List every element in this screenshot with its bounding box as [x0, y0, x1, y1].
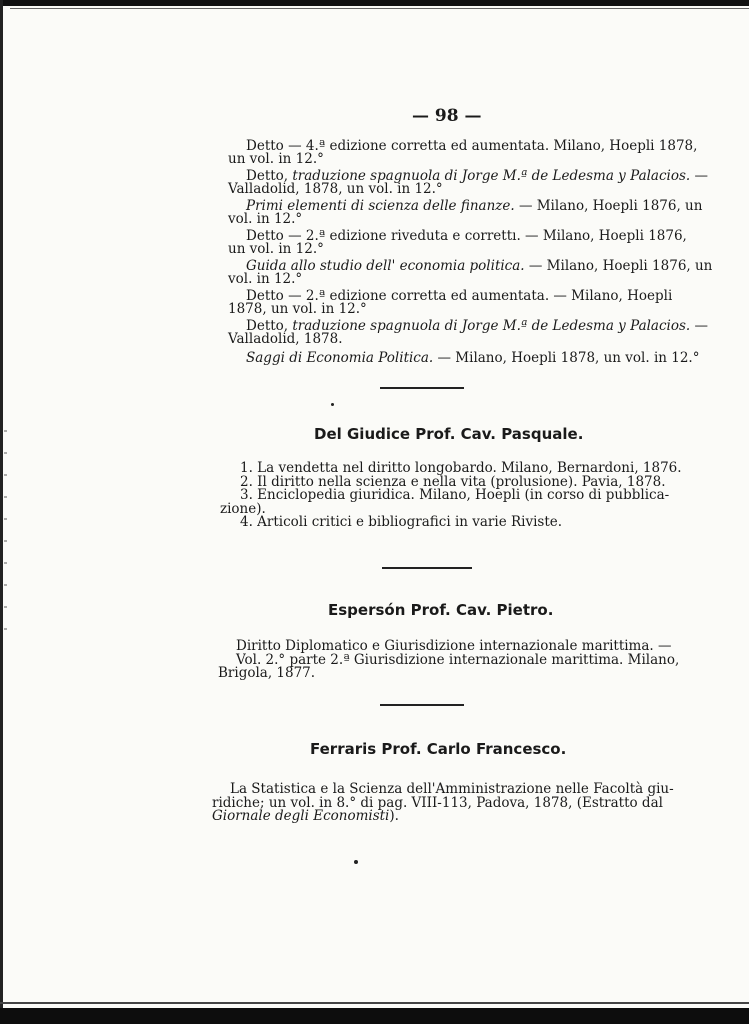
entry-line: 1878, un vol. in 12.° [228, 301, 367, 317]
print-speck [331, 403, 334, 406]
entry-5 [228, 258, 713, 287]
list-item: Diritto Diplomatico e Giurisdizione internazionale marittima. — [236, 638, 672, 654]
ferraris-works [212, 781, 674, 824]
print-speck [354, 860, 358, 864]
scan-bottom-border [0, 1008, 749, 1024]
list-item: Giornale degli Economisti). [212, 808, 399, 824]
entry-7 [228, 318, 708, 347]
section-divider [380, 387, 464, 389]
entry-line: Detto, traduzione spagnuola di Jorge M.ª de Ledesma y Palacios. — [246, 168, 708, 184]
list-item: 4. Articoli critici e bibliografici in varie Riviste. [240, 514, 563, 530]
entry-line: un vol. in 12.° [228, 151, 324, 167]
entry-2 [228, 168, 708, 197]
list-item: 2. Il diritto nella scienza e nella vita (prolusione). Pavia, 1878. [240, 473, 666, 490]
author-heading-ferraris: Ferraris Prof. Carlo Francesco. [310, 740, 567, 758]
entry-8 [228, 350, 700, 366]
entry-line: Detto — 2.ª edizione riveduta e corrett⁠ı. — Milano, Hoepli 1876, [246, 228, 687, 244]
entry-4 [228, 228, 687, 257]
list-item: ridiche; un vol. in 8.° di pag. VIII-113, Padova, 1878, (Estratto dal [212, 794, 663, 811]
entry-line: Primi elementi di scienza delle finanze. — Milano, Hoepli 1876, un [246, 198, 703, 214]
entry-line: un vol. in 12.° [228, 241, 324, 257]
list-item: zione). [220, 500, 266, 517]
entry-line: Valladolid, 1878. [228, 331, 343, 347]
list-item: Vol. 2.° parte 2.ª Giurisdizione internazionale marittima. Milano, [236, 651, 680, 668]
section-divider [382, 567, 472, 569]
entry-line: vol. in 12.° [228, 271, 303, 287]
entry-line: Saggi di Economia Politica. — Milano, Hoepli 1878, un vol. in 12.° [246, 350, 700, 366]
list-item: La Statistica e la Scienza dell'Amministrazione nelle Facoltà giu- [230, 781, 674, 797]
entry-line: Detto — 4.ª edizione corretta ed aumentata. Milano, Hoepli 1878, [246, 138, 698, 154]
page-number: — 98 — [412, 106, 482, 126]
list-item: 1. La vendetta nel diritto longobardo. Milano, Bernardoni, 1876. [240, 460, 682, 476]
entry-line: Detto, traduzione spagnuola di Jorge M.ª de Ledesma y Palacios. — [246, 318, 708, 334]
del-giudice-works [220, 460, 682, 530]
author-heading-esperson: Espersón Prof. Cav. Pietro. [328, 601, 554, 619]
scan-bottom-line [0, 1002, 749, 1004]
entry-line: Valladolid, 1878, un vol. in 12.° [228, 181, 443, 197]
author-heading-del-giudice: Del Giudice Prof. Cav. Pasquale. [314, 425, 584, 443]
entry-line: vol. in 12.° [228, 211, 303, 227]
scan-left-marks [4, 430, 7, 650]
esperson-works [218, 638, 680, 681]
section-divider [380, 704, 464, 706]
scan-top-line [10, 8, 749, 9]
entry-3 [228, 198, 703, 227]
entry-6 [228, 288, 673, 317]
list-item: 3. Enciclopedia giuridica. Milano, Hoepli (in corso di pubblica- [240, 487, 670, 503]
list-item: Brigola, 1877. [218, 665, 316, 681]
entry-1 [228, 138, 698, 167]
entry-line: Guida allo studio dell' economia politica. — Milano, Hoepli 1876, un [246, 258, 713, 274]
entry-line: Detto — 2.ª edizione corretta ed aumentata. — Milano, Hoepli [246, 288, 673, 304]
scan-top-border [0, 0, 749, 6]
scan-left-border [0, 0, 3, 1024]
